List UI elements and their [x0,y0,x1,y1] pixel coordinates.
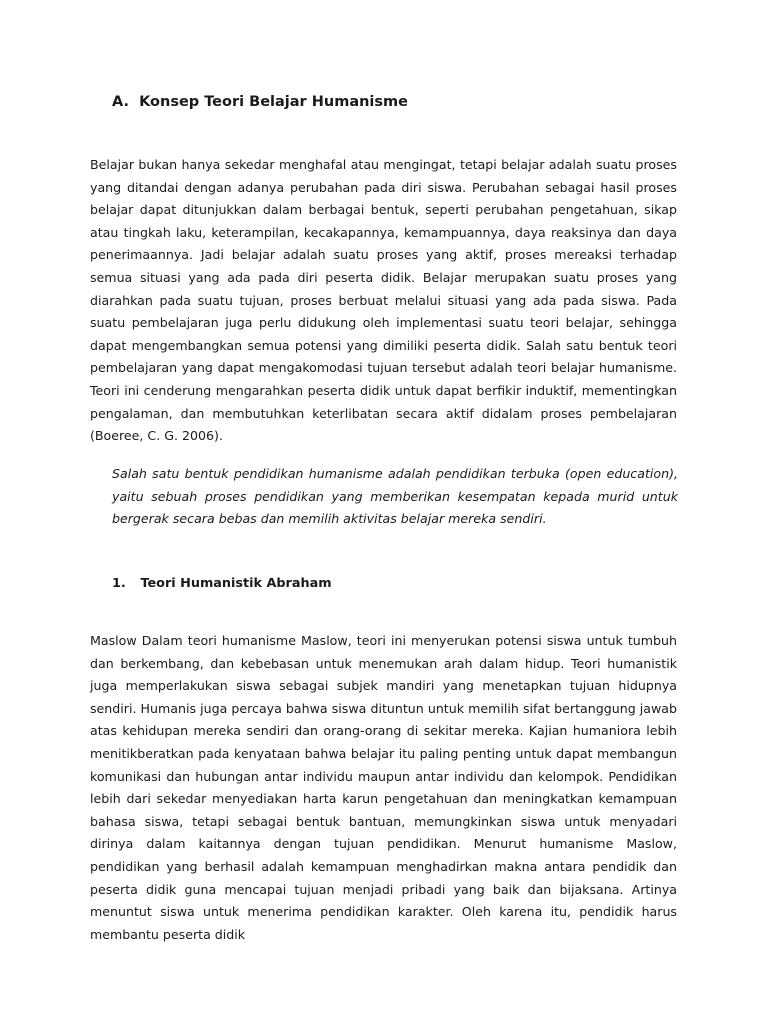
body-paragraph-1: Belajar bukan hanya sekedar menghafal atau mengingat, tetapi belajar adalah suatu proses yang ditandai dengan adanya perubahan pada diri siswa. Perubahan sebagai hasil proses belajar dapat ditunjukkan dalam berbagai bentuk, seperti perubahan pengetahuan, sikap atau tingkah laku, keterampilan, kecakapannya, kemampuannya, daya reaksinya dan daya penerimaannya. Jadi belajar adalah suatu proses yang aktif, proses mereaksi terhadap semua situasi yang ada pada diri peserta didik. Belajar merupakan suatu proses yang diarahkan pada suatu tujuan, proses berbuat melalui situasi yang ada pada siswa. Pada suatu pembelajaran juga perlu didukung oleh implementasi suatu teori belajar, sehingga dapat mengembangkan semua potensi yang dimiliki peserta didik. Salah satu bentuk teori pembelajaran yang dapat mengakomodasi tujuan tersebut adalah teori belajar humanisme. Teori ini cenderung mengarahkan peserta didik untuk dapat berfikir induktif, mementingkan pengalaman, dan membutuhkan keterlibatan secara aktif didalam proses pembelajaran (Boeree, C. G. 2006). [90,157,677,444]
section-heading [112,94,408,110]
body-paragraph-2: Maslow Dalam teori humanisme Maslow, teori ini menyerukan potensi siswa untuk tumbuh dan berkembang, dan kebebasan untuk menemukan arah dalam hidup. Teori humanistik juga memperlakukan siswa sebagai subjek mandiri yang menetapkan tujuan hidupnya sendiri. Humanis juga percaya bahwa siswa dituntun untuk memilih sifat bertanggung jawab atas kehidupan mereka sendiri dan orang-orang di sekitar mereka. Kajian humaniora lebih menitikberatkan pada kenyataan bahwa belajar itu paling penting untuk dapat membangun komunikasi dan hubungan antar individu maupun antar individu dan kelompok. Pendidikan lebih dari sekedar menyediakan harta karun pengetahuan dan meningkatkan kemampuan bahasa siswa, tetapi sebagai bentuk bantuan, memungkinkan siswa untuk menyadari dirinya dalam kaitannya dengan tujuan pendidikan. Menurut humanisme Maslow, pendidikan yang berhasil adalah kemampuan menghadirkan makna antara pendidik dan peserta didik guna mencapai tujuan menjadi pribadi yang baik dan bijaksana. Artinya menuntut siswa untuk menerima pendidikan karakter. Oleh karena itu, pendidik harus membantu peserta didik [90,633,677,942]
italic-quote: Salah satu bentuk pendidikan humanisme adalah pendidikan terbuka (open education), yaitu sebuah proses pendidikan yang memberikan kesempatan kepada murid untuk bergerak secara bebas dan memilih aktivitas belajar mereka sendiri. [112,466,678,527]
section-heading-text: Konsep Teori Belajar Humanisme [139,94,408,110]
section-heading-number: A. [112,94,129,110]
subsection-heading [112,576,332,591]
subsection-heading-number: 1. [112,576,126,591]
subsection-heading-text: Teori Humanistik Abraham [140,576,332,591]
